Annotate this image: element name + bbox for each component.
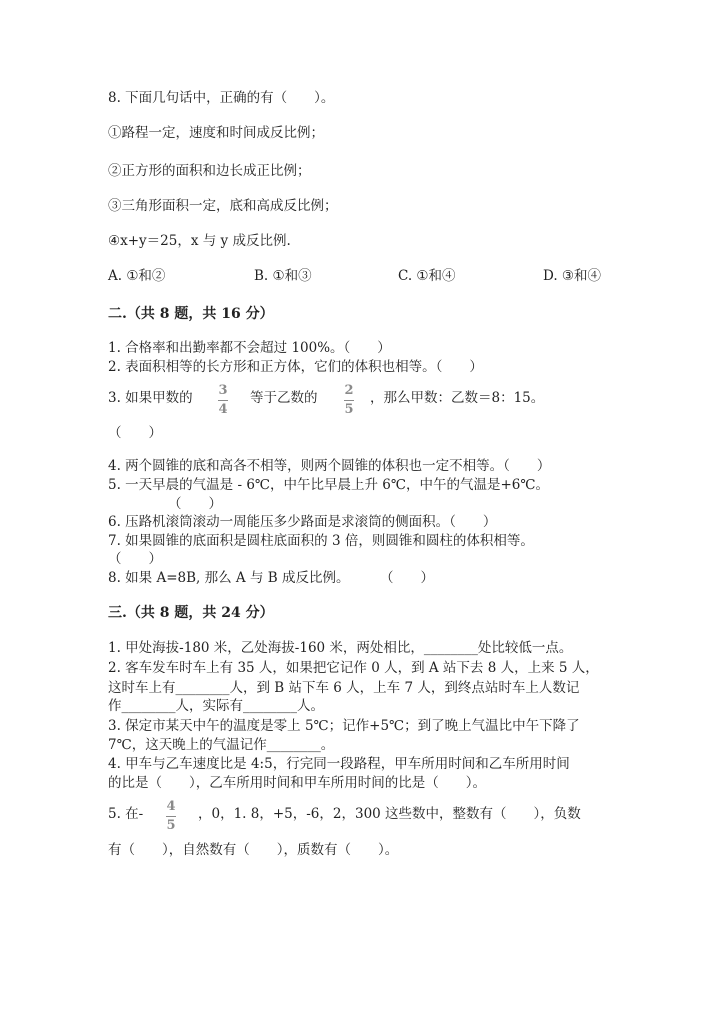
- fraction-3-4: [216, 384, 230, 417]
- fraction-2-5: [342, 384, 356, 417]
- q8-statement-1: ①路程一定，速度和时间成反比例；: [108, 125, 324, 141]
- fraction-numerator: 2: [344, 383, 354, 398]
- q8-statement-2: ②正方形的面积和边长成正比例；: [108, 163, 311, 179]
- sec2-q3-answer-paren: （ ）: [108, 425, 162, 441]
- fraction-numerator: 3: [218, 383, 228, 398]
- section-2-title: 二.（共 8 题，共 16 分）: [108, 306, 274, 322]
- q8-option-a: A. ①和②: [108, 268, 166, 284]
- sec3-q5-part-b: ，0，1. 8，+5，-6，2，300 这些数中，整数有（ ），负数: [198, 806, 581, 822]
- q8-option-d: D. ③和④: [543, 268, 602, 284]
- fraction-bar: [166, 816, 176, 817]
- fraction-bar: [344, 400, 354, 401]
- sec2-q5: 5. 一天早晨的气温是 - 6℃，中午比早晨上升 6℃，中午的气温是+6℃。: [108, 477, 549, 493]
- section-3-title: 三.（共 8 题，共 24 分）: [108, 605, 274, 621]
- sec2-q3-part-b: 等于乙数的: [250, 390, 318, 406]
- q8-option-c: C. ①和④: [398, 268, 456, 284]
- sec3-q5-part-a: 5. 在-: [108, 806, 144, 822]
- q8-option-b: B. ①和③: [254, 268, 312, 284]
- sec3-q3-line-1: 3. 保定市某天中午的温度是零上 5℃；记作+5℃；到了晚上气温比中午下降了: [108, 718, 580, 734]
- sec2-q8-answer-paren: （ ）: [380, 570, 434, 586]
- sec2-q3-part-c: ，那么甲数：乙数＝8：15。: [370, 390, 545, 406]
- sec3-q1: 1. 甲处海拔-180 米，乙处海拔-160 米，两处相比，________处比较低一点。: [108, 640, 573, 656]
- sec2-q3-part-a: 3. 如果甲数的: [108, 390, 193, 406]
- sec2-q6: 6. 压路机滚筒滚动一周能压多少路面是求滚筒的侧面积。（ ）: [108, 514, 497, 530]
- sec3-q2-line-1: 2. 客车发车时车上有 35 人，如果把它记作 0 人，到 A 站下去 8 人，上来 5 人，: [108, 660, 599, 676]
- q8-stem: 8. 下面几句话中，正确的有（ ）。: [108, 90, 335, 106]
- sec2-q2: 2. 表面积相等的长方形和正方体，它们的体积也相等。（ ）: [108, 359, 483, 375]
- sec3-q2-line-2: 这时车上有________人，到 B 站下车 6 人，上车 7 人，到终点站时车上人数记: [108, 680, 580, 696]
- fraction-denominator: 4: [218, 402, 228, 417]
- fraction-denominator: 5: [166, 818, 176, 833]
- sec2-q1: 1. 合格率和出勤率都不会超过 100%。（ ）: [108, 340, 391, 356]
- sec3-q5-line-2: 有（ ），自然数有（ ），质数有（ ）。: [108, 842, 399, 858]
- q8-statement-3: ③三角形面积一定，底和高成反比例；: [108, 198, 338, 214]
- sec3-q4-line-2: 的比是（ ），乙车所用时间和甲车所用时间的比是（ ）。: [108, 775, 486, 791]
- q8-statement-4: ④x+y＝25，x 与 y 成反比例.: [108, 233, 291, 249]
- sec2-q5-answer-paren: （ ）: [168, 496, 222, 512]
- fraction-bar: [218, 400, 228, 401]
- fraction-numerator: 4: [166, 799, 176, 814]
- sec3-q2-line-3: 作________人，实际有________人。: [108, 698, 324, 714]
- sec2-q7-answer-paren: （ ）: [108, 551, 162, 567]
- sec2-q7: 7. 如果圆锥的底面积是圆柱底面积的 3 倍，则圆锥和圆柱的体积相等。: [108, 533, 534, 549]
- sec2-q8: 8. 如果 A=8B, 那么 A 与 B 成反比例。: [108, 570, 350, 586]
- sec3-q3-line-2: 7℃，这天晚上的气温记作________。: [108, 737, 335, 753]
- sec3-q4-line-1: 4. 甲车与乙车速度比是 4:5，行完同一段路程，甲车所用时间和乙车所用时间: [108, 756, 570, 772]
- sec2-q4: 4. 两个圆锥的底和高各不相等，则两个圆锥的体积也一定不相等。（ ）: [108, 458, 551, 474]
- fraction-denominator: 5: [344, 402, 354, 417]
- fraction-4-5: [164, 800, 178, 833]
